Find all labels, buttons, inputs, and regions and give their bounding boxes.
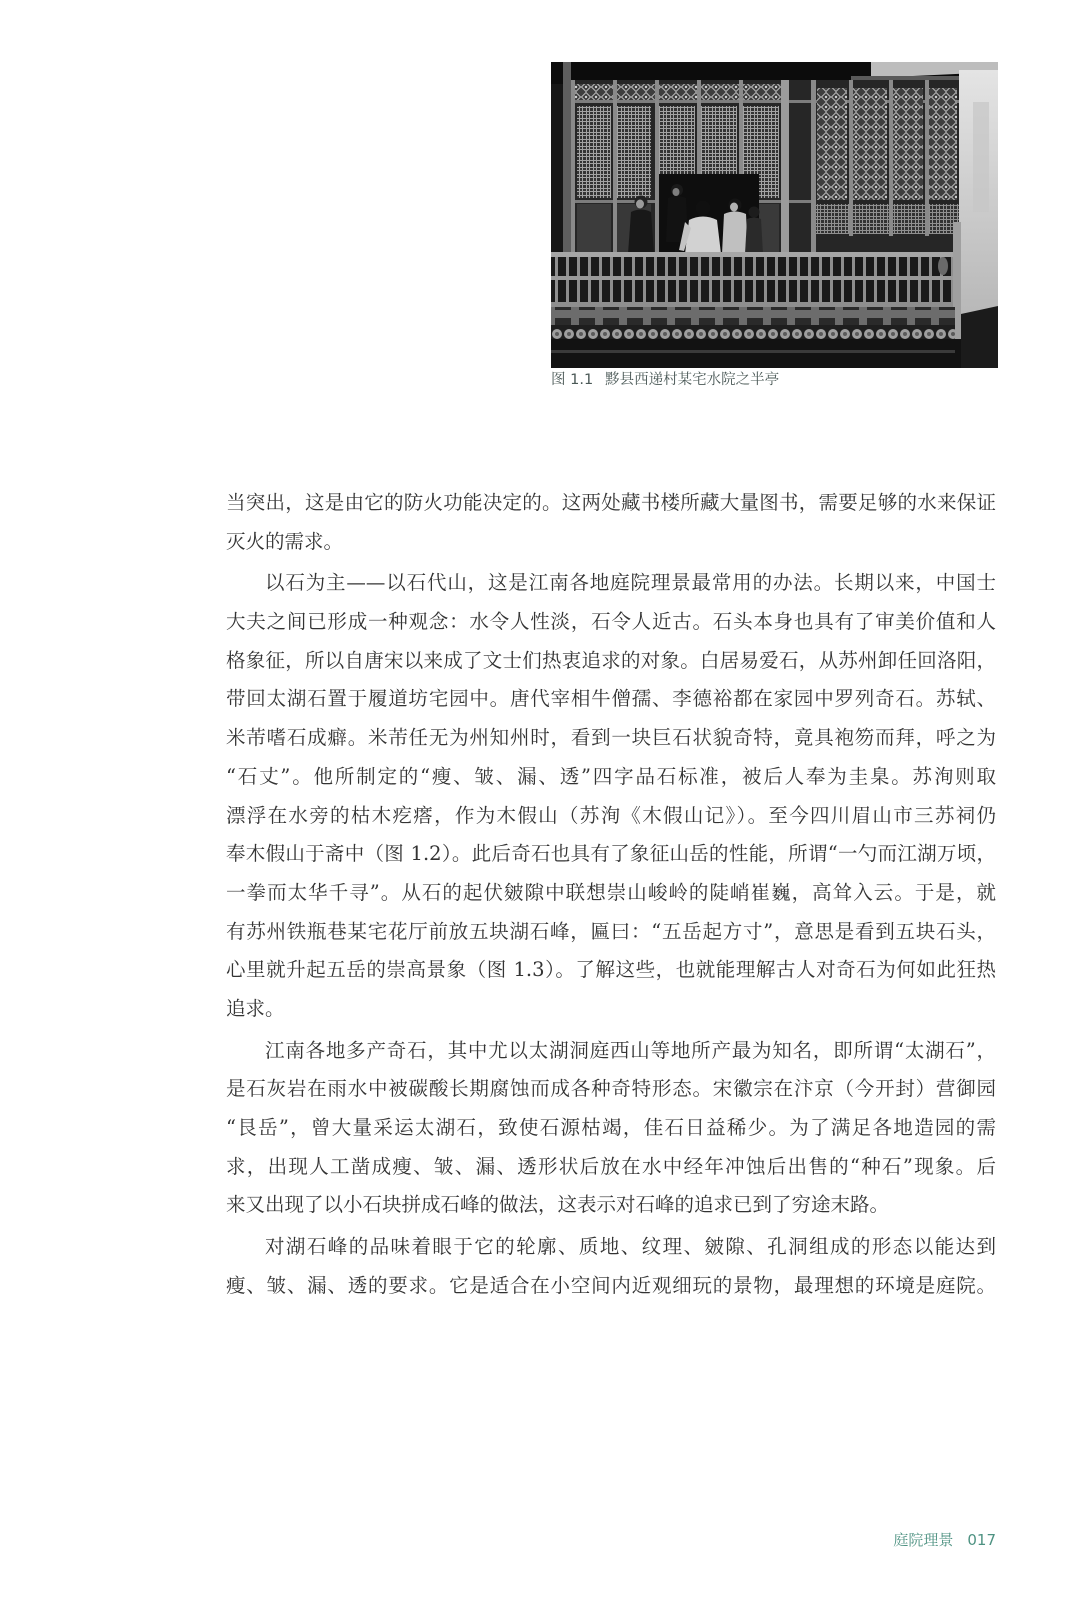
body-line: 格象征，所以自唐宋以来成了文士们热衷追求的对象。白居易爱石，从苏州卸任回洛阳， [226,648,996,672]
body-line: “石丈”。他所制定的“瘦、皱、漏、透”四字品石标准，被后人奉为圭臬。苏洵则取 [226,764,996,788]
body-line: 追求。 [226,996,285,1020]
whitewashed-wall [959,70,998,314]
body-line: 对湖石峰的品味着眼于它的轮廓、质地、纹理、皴隙、孔洞组成的形态以能达到 [265,1235,996,1259]
eaves [551,306,998,368]
body-line: 瘦、皱、漏、透的要求。它是适合在小空间内近观细玩的景物，最理想的环境是庭院。 [226,1273,996,1297]
body-line: “艮岳”，曾大量采运太湖石，致使石源枯竭，佳石日益稀少。为了满足各地造园的需 [226,1116,996,1139]
figure-photo [551,62,998,368]
body-line: 灭火的需求。 [226,529,344,553]
body-line: 漂浮在水旁的枯木疙瘩，作为木假山（苏洵《木假山记》）。至今四川眉山市三苏祠仍 [226,803,996,827]
body-line: 当突出，这是由它的防火功能决定的。这两处藏书楼所藏大量图书，需要足够的水来保证 [226,491,996,514]
body-line: 来又出现了以小石块拼成石峰的做法，这表示对石峰的追求已到了穷途末路。 [226,1193,890,1217]
body-line: 求，出现人工凿成瘦、皱、漏、透形状后放在水中经年冲蚀后出售的“种石”现象。后 [226,1154,996,1178]
body-line: 是石灰岩在雨水中被碳酸长期腐蚀而成各种奇特形态。宋徽宗在汴京（今开封）营御园 [226,1077,996,1101]
body-line: 心里就升起五岳的崇高景象（图 1.3）。了解这些，也就能理解古人对奇石为何如此狂热 [226,958,996,982]
running-footer [893,1531,996,1549]
figure-caption-text: 黟县西递村某宅水院之半亭 [605,372,780,388]
paragraph [226,564,996,1028]
body-line: 有苏州铁瓶巷某宅花厅前放五块湖石峰，匾曰：“五岳起方寸”，意思是看到五块石头， [226,919,996,943]
body-line: 江南各地多产奇石，其中尤以太湖洞庭西山等地所产最为知名，即所谓“太湖石”， [265,1038,996,1062]
body-line: 米芾嗜石成癖。米芾任无为州知州时，看到一块巨石状貌奇特，竟具袍笏而拜，呼之为 [226,726,996,750]
paragraph [226,484,996,561]
footer-section-title: 庭院理景 [893,1531,954,1549]
paragraph [226,1228,996,1305]
figure-label: 图 1.1 [551,372,594,388]
paragraph [226,1032,996,1225]
figure-caption [551,372,779,389]
pavilion-photo-scene [551,62,998,368]
body-line: 一拳而太华千寻”。从石的起伏皴隙中联想崇山峻岭的陡峭崔巍，高耸入云。于是，就 [226,880,996,904]
body-text [226,484,996,1305]
page-number: 017 [967,1531,996,1549]
body-line: 以石为主——以石代山，这是江南各地庭院理景最常用的办法。长期以来，中国士 [265,571,996,595]
body-line: 大夫之间已形成一种观念：水令人性淡，石令人近古。石头本身也具有了审美价值和人 [226,610,996,634]
body-line: 带回太湖石置于履道坊宅园中。唐代宰相牛僧孺、李德裕都在家园中罗列奇石。苏轼、 [226,687,996,711]
body-line: 奉木假山于斋中（图 1.2）。此后奇石也具有了象征山岳的性能，所谓“一勺而江湖万顷， [226,842,996,866]
